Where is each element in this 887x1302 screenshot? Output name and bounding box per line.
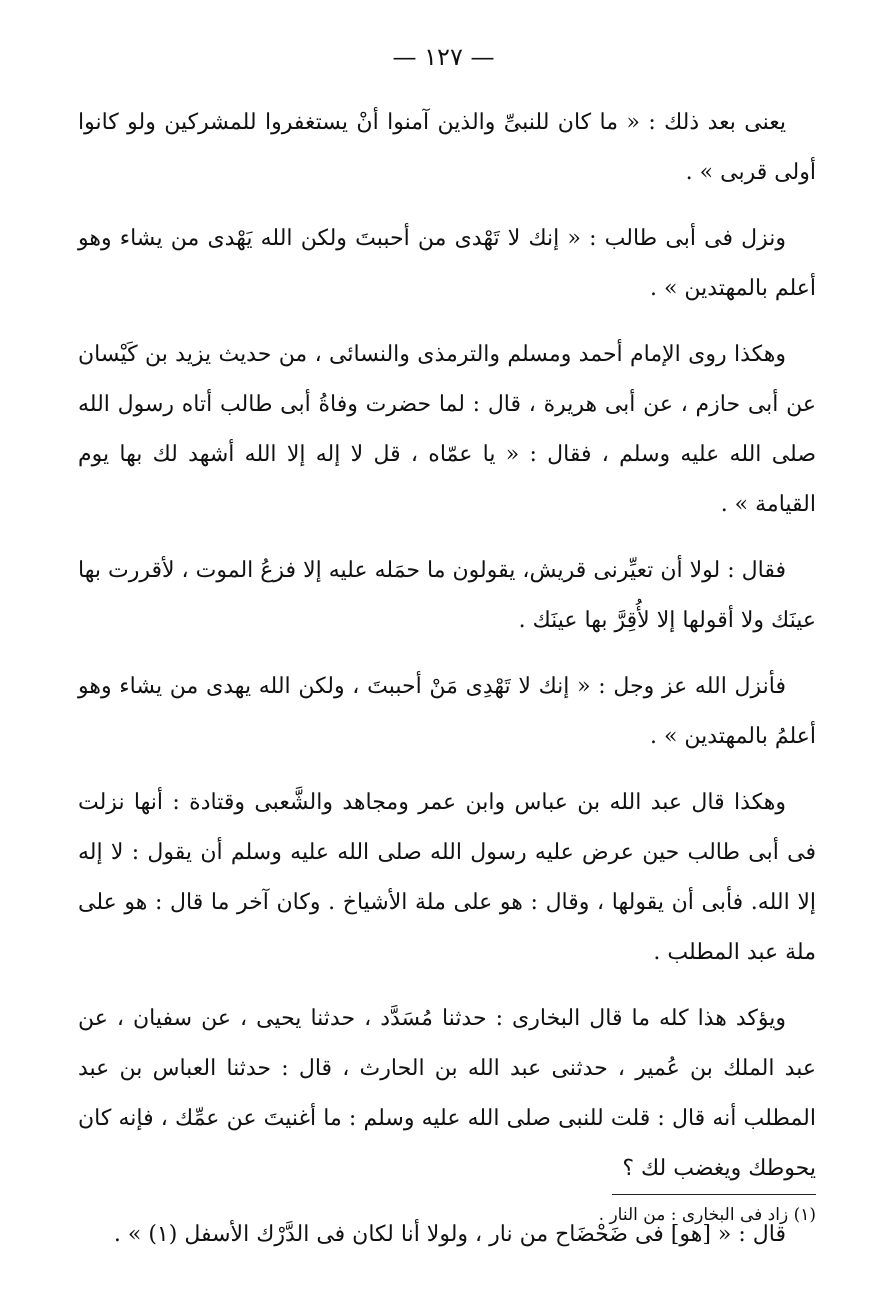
paragraph-5: فأنزل الله عز وجل : « إنك لا تَهْدِى مَنْ أحببتَ ، ولكن الله يهدى من يشاء وهو أعلمُ بالمهتدين » . <box>78 674 816 749</box>
paragraph-6: وهكذا قال عبد الله بن عباس وابن عمر ومجاهد والشَّعبى وقتادة : أنها نزلت فى أبى طالب حين عرض عليه رسول الله صلى الله عليه وسلم أن يقول : لا إله إلا الله. فأبى أن يقولها ، وقال : هو على ملة الأشياخ . وكان آخر ما قال : هو على ملة عبد المطلب . <box>78 790 816 965</box>
body-text <box>78 98 816 1260</box>
page-number: — ١٢٧ — <box>392 43 495 71</box>
paragraph-4: فقال : لولا أن تعيِّرنى قريش، يقولون ما حمَله عليه إلا فزعُ الموت ، لأقررت بها عينَك ولا أقولها إلا لأُقِرَّ بها عينَك . <box>78 558 816 633</box>
paragraph-3: وهكذا روى الإمام أحمد ومسلم والترمذى والنسائى ، من حديث يزيد بن كَيْسان عن أبى حازم ، عن أبى هريرة ، قال : لما حضرت وفاةُ أبى طالب أتاه رسول الله صلى الله عليه وسلم ، فقال : « يا عمّاه ، قل لا إله إلا الله أشهد لك بها يوم القيامة » . <box>78 342 816 517</box>
paragraph-7: ويؤكد هذا كله ما قال البخارى : حدثنا مُسَدَّد ، حدثنا يحيى ، عن سفيان ، عن عبد الملك بن عُمير ، حدثنى عبد الله بن الحارث ، قال : حدثنا العباس بن عبد المطلب أنه قال : قلت للنبى صلى الله عليه وسلم : ما أغنيتَ عن عمِّك ، فإنه كان يحوطك ويغضب لك ؟ <box>78 1006 816 1181</box>
paragraph-2: ونزل فى أبى طالب : « إنك لا تَهْدى من أحببتَ ولكن الله يَهْدى من يشاء وهو أعلم بالمهتدين » . <box>78 226 816 301</box>
footnote: (١) زاد فى البخارى : من النار . <box>598 1205 816 1225</box>
paragraph-1: يعنى بعد ذلك : « ما كان للنبىِّ والذين آمنوا أنْ يستغفروا للمشركين ولو كانوا أولى قربى » . <box>78 110 816 185</box>
paragraph-8: قال : « [هو] فى ضَحْضَاح من نار ، ولولا أنا لكان فى الدَّرْك الأسفل (١) » . <box>113 1222 786 1247</box>
footnote-divider <box>612 1194 816 1195</box>
